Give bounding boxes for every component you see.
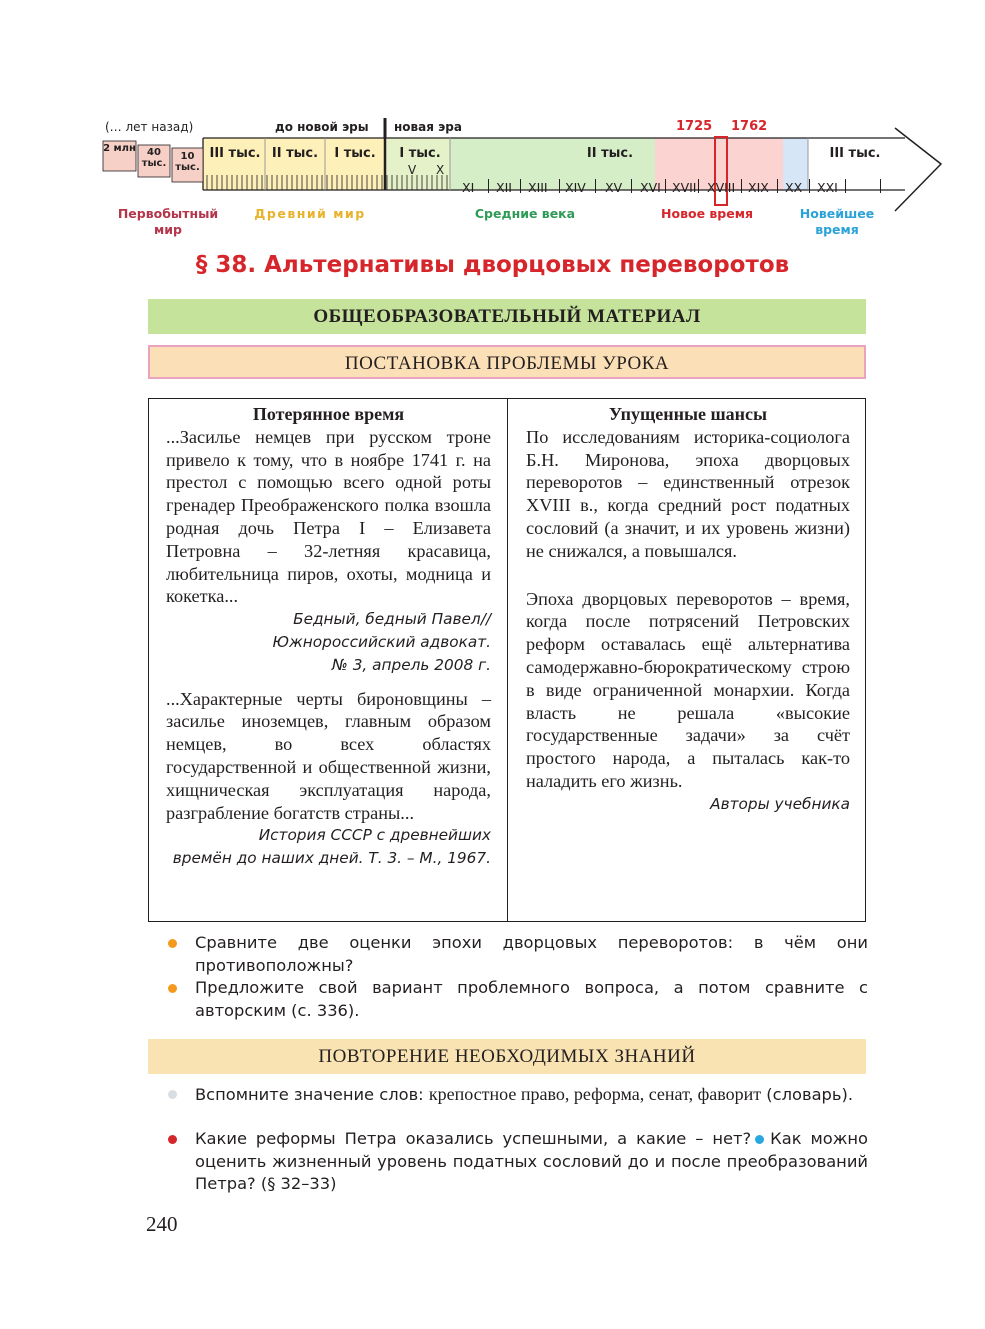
section-band-general: ОБЩЕОБРАЗОВАТЕЛЬНЫЙ МАТЕРИАЛ (148, 299, 866, 334)
century-separator (665, 179, 666, 193)
era-modern: Новое время (661, 206, 753, 221)
century-separator (595, 179, 596, 193)
century-label: XIII (528, 180, 548, 195)
century-separator (777, 179, 778, 193)
repeat-question-2 (168, 1128, 868, 1196)
century-separator (698, 179, 699, 193)
repeat-q2a: Какие реформы Петра оказались успешными, а какие – нет? (195, 1129, 752, 1148)
century-label: XVI (640, 180, 661, 195)
repeat-q2b: Как можно оценить жизненный уровень податных сословий до и после преобразований Петра? (§ 32–33) (195, 1129, 868, 1193)
century-x: X (436, 163, 445, 177)
century-separator (880, 179, 881, 193)
millennium-1-bc: I тыс. (334, 146, 376, 161)
orange-bullet (168, 939, 177, 948)
bc-label: до новой эры (275, 120, 369, 134)
section-band-problem: ПОСТАНОВКА ПРОБЛЕМЫ УРОКА (148, 345, 866, 379)
left-cite-1-line-1: Бедный, бедный Павел// (293, 610, 491, 629)
years-ago-label: (… лет назад) (105, 120, 194, 134)
millennium-2-ad: II тыс. (586, 146, 634, 161)
left-column (166, 403, 491, 870)
right-column (526, 403, 850, 816)
century-label: XV (605, 180, 623, 195)
column-divider (507, 399, 508, 921)
year-end-label: 1762 (731, 119, 768, 134)
repeat-q1-terms: крепостное право, реформа, сенат, фаворит (428, 1084, 762, 1104)
question-1: Сравните две оценки эпохи дворцовых переворотов: в чём они противоположны? (168, 932, 868, 977)
century-separator (520, 179, 521, 193)
era-newest: Новейшее время (799, 206, 875, 237)
era-ancient: Древний мир (254, 206, 366, 221)
year-start-label: 1725 (676, 119, 713, 134)
century-v: V (408, 163, 417, 177)
box-2mln: 2 млн (103, 143, 136, 154)
repeat-q1-prefix: Вспомните значение слов: (195, 1085, 424, 1104)
century-separator (488, 179, 489, 193)
millennium-1-ad: I тыс. (399, 146, 441, 161)
left-cite-1-line-3: № 3, апрель 2008 г. (331, 655, 491, 674)
era-primitive: Первобытный мир (117, 206, 219, 237)
millennium-2-bc: II тыс. (271, 146, 319, 161)
millennium-3-ad: III тыс. (829, 146, 881, 161)
left-cite-2-line-1: История СССР с древнейших (258, 826, 491, 845)
century-separator (559, 179, 560, 193)
century-label: XX (785, 180, 803, 195)
repeat-question-1 (168, 1083, 868, 1107)
century-separator (845, 179, 846, 193)
blue-bullet (755, 1135, 764, 1144)
century-separator (809, 179, 810, 193)
red-bullet (168, 1135, 177, 1144)
paragraph-title: § 38. Альтернативы дворцовых переворотов (195, 252, 790, 278)
century-label: XIX (748, 180, 769, 195)
page-number: 240 (146, 1212, 178, 1236)
century-label: XI (462, 180, 475, 195)
grey-bullet (168, 1090, 177, 1099)
right-text-2: Эпоха дворцовых переворотов – время, когда после потрясений Петровских реформ оставалась ещё альтернатива самодержавно-бюрократическому строю в виде ограниченной монархии. Когда власть не решала «высокие государственные задачи» за счёт простого народа, а пыталась как-то наладить его жизнь. (526, 588, 850, 791)
era-middle-ages: Средние века (474, 206, 576, 221)
century-separator (741, 179, 742, 193)
century-separator (631, 179, 632, 193)
right-cite: Авторы учебника (710, 794, 850, 813)
century-label: XVIII (707, 180, 736, 195)
century-label: XVII (672, 180, 697, 195)
left-heading: Потерянное время (252, 404, 405, 424)
right-text-1: По исследованиям историка-социолога Б.Н. Миронова, эпоха дворцовых переворотов – единственный отрезок XVIII в., когда средний рост податных сословий (а значит, и их уровень жизни) не снижался, а повышался. (526, 426, 850, 561)
right-heading: Упущенные шансы (608, 404, 768, 424)
century-label: XII (496, 180, 512, 195)
century-label: XIV (565, 180, 586, 195)
repeat-q1-suffix: (словарь). (766, 1085, 853, 1104)
left-quote-1: ...Засилье немцев при русском троне привело к тому, что в ноябре 1741 г. на престол с помощью всего одной роты гренадер Преображенского полка взошла родная дочь Петра I – Елизавета Петровна – 32-летняя красавица, любительница пиров, охоты, модница и кокетка... (166, 426, 491, 607)
section-band-repeat: ПОВТОРЕНИЕ НЕОБХОДИМЫХ ЗНАНИЙ (148, 1039, 866, 1074)
left-quote-2: ...Характерные черты бироновщины – засилье иноземцев, главным образом немцев, во всех областях государственной и общественной жизни, хищническая эксплуатация народа, разграбление богатств страны... (166, 688, 491, 823)
orange-bullet (168, 984, 177, 993)
sources-table (148, 398, 866, 922)
box-40k: 40 тыс. (141, 147, 167, 169)
ad-label: новая эра (394, 120, 462, 134)
left-cite-2-line-2: времён до наших дней. Т. 3. – М., 1967. (172, 849, 491, 868)
box-10k: 10 тыс. (175, 151, 200, 173)
question-2: Предложите свой вариант проблемного вопроса, а потом сравните с авторским (с. 336). (168, 977, 868, 1022)
millennium-3-bc: III тыс. (209, 146, 261, 161)
century-label: XXI (817, 180, 838, 195)
timeline (100, 115, 950, 245)
left-cite-1-line-2: Южнороссийский адвокат. (272, 632, 491, 651)
